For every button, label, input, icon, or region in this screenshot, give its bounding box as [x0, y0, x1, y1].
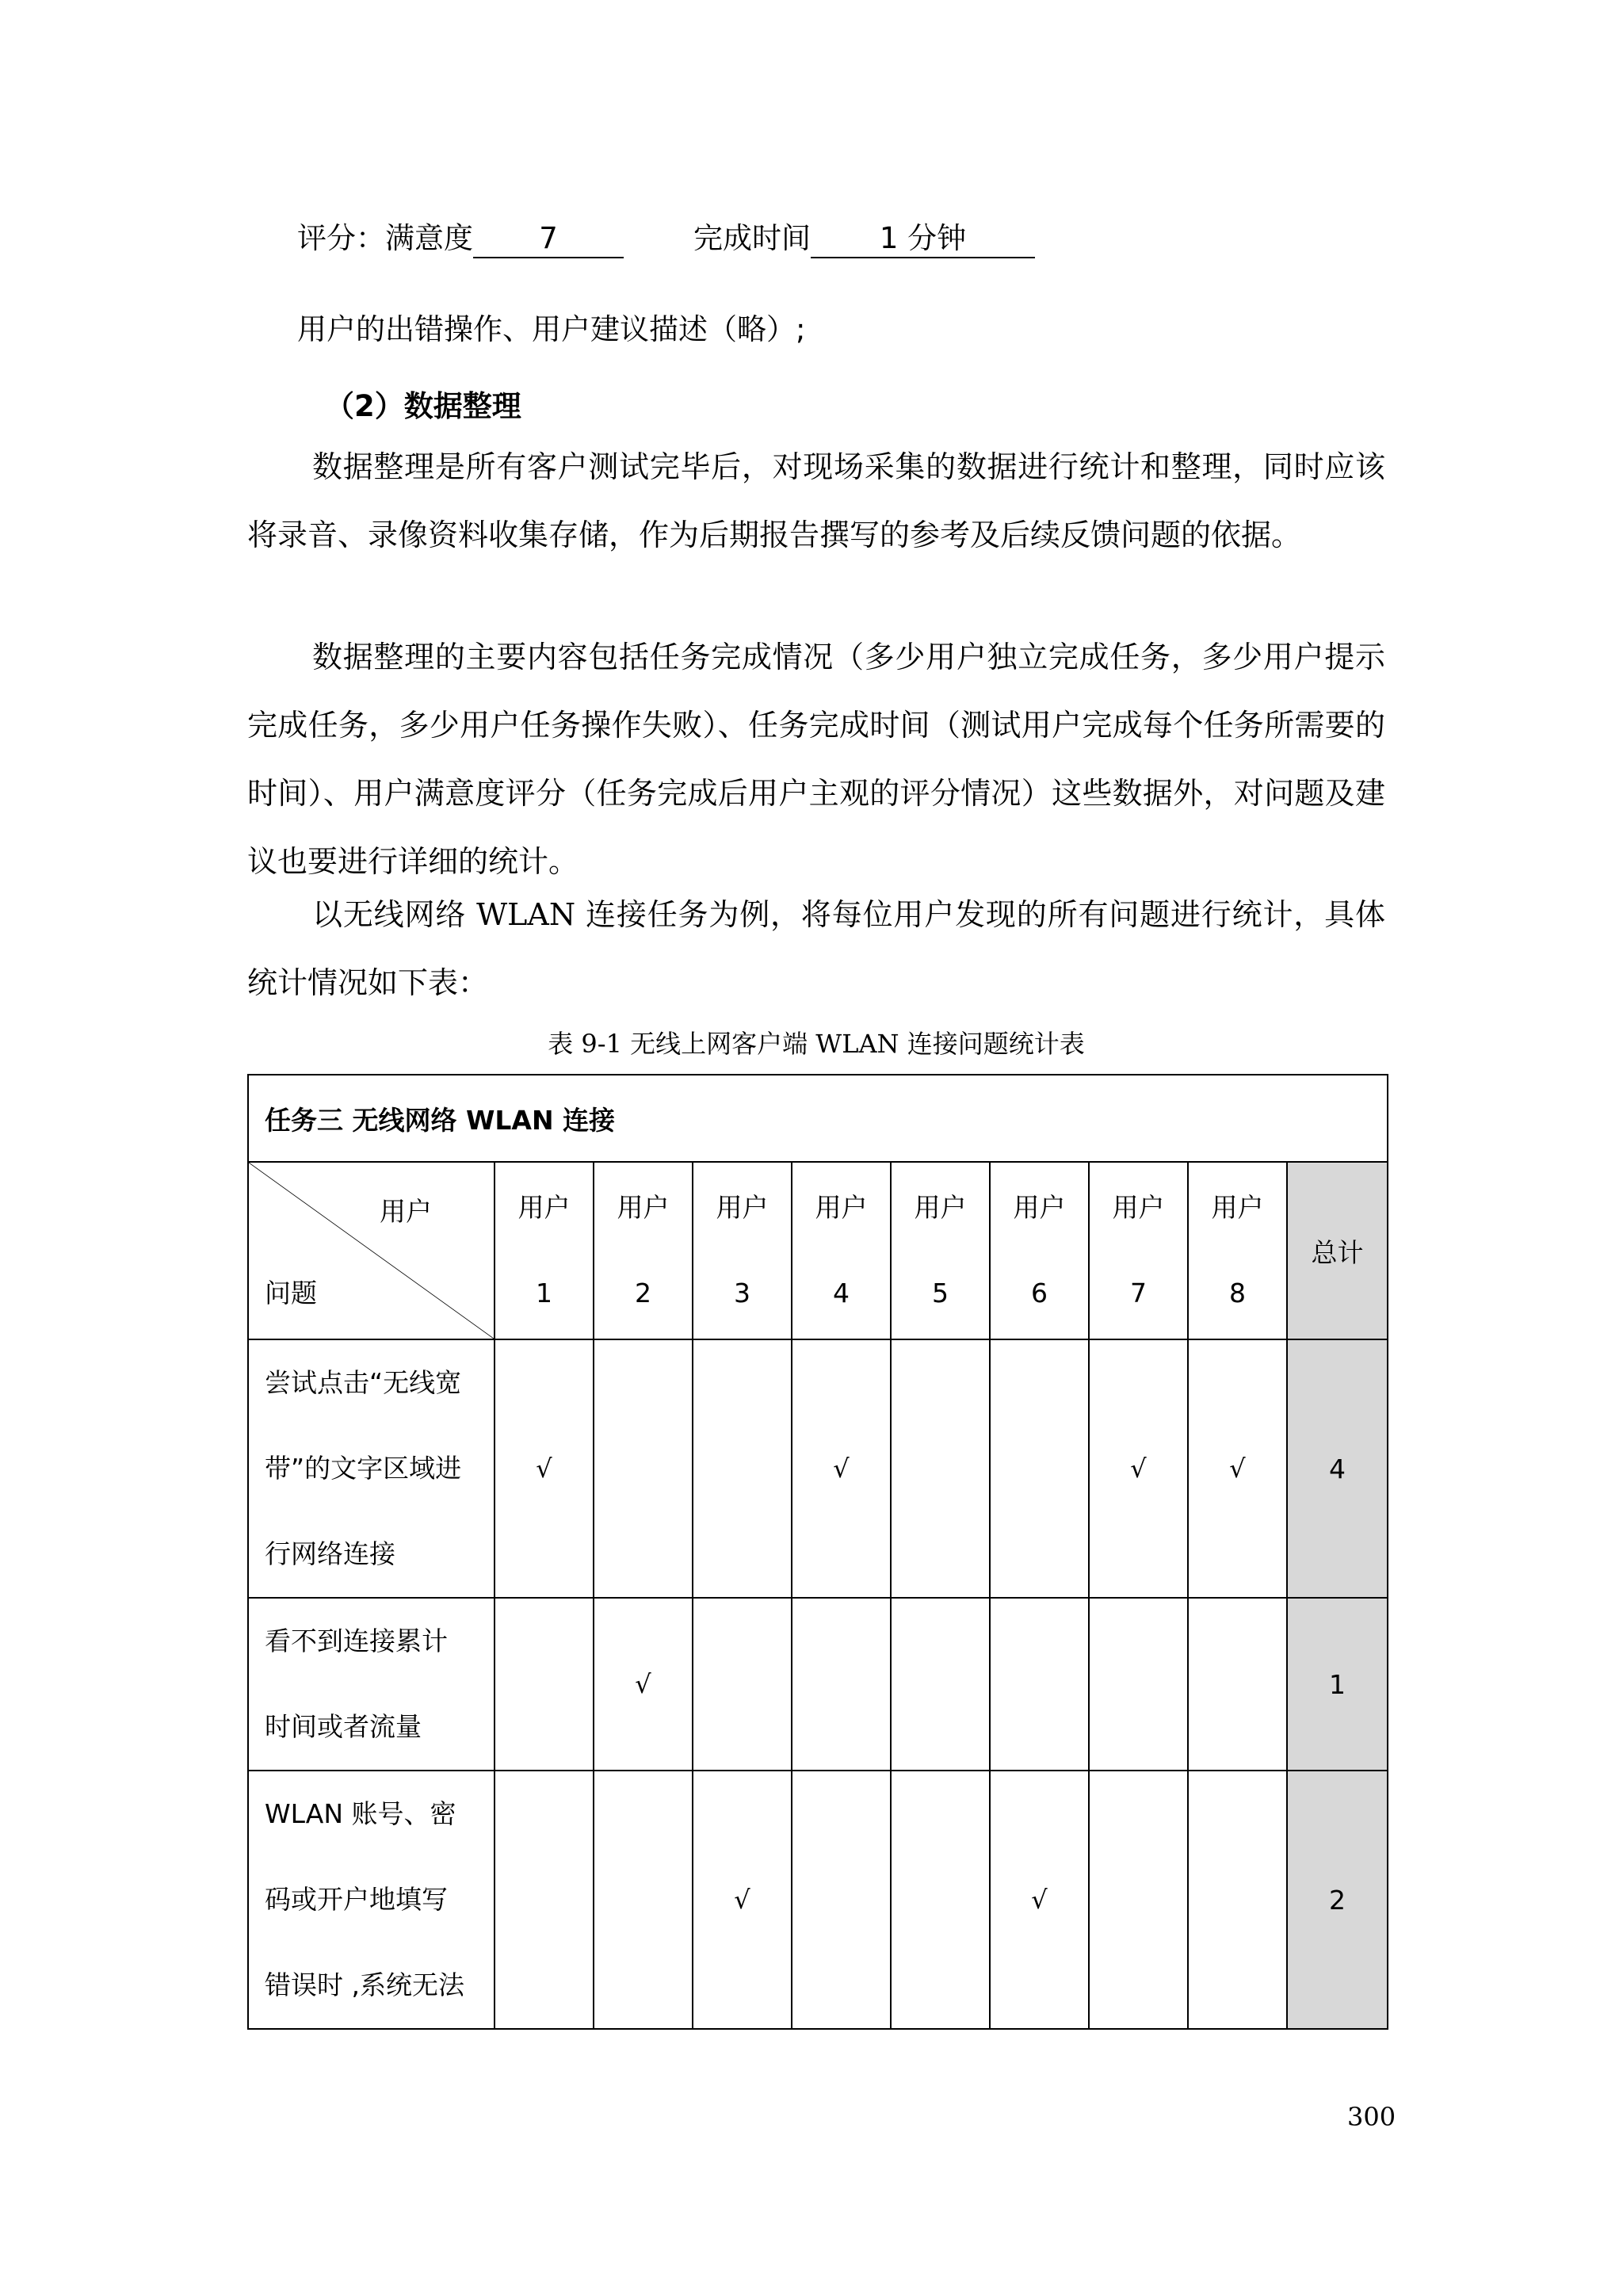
user-header-number: 5	[932, 1278, 949, 1308]
empty-cell	[891, 1598, 990, 1771]
satisfaction-value: 7	[473, 220, 624, 258]
empty-cell	[990, 1339, 1089, 1598]
total-column-header: 总计	[1287, 1162, 1388, 1339]
time-value: 1 分钟	[811, 220, 1035, 258]
issue-text-line: 错误时 ,系统无法	[265, 1969, 464, 2000]
empty-cell	[594, 1771, 693, 2029]
user-column-header	[792, 1162, 891, 1339]
check-mark-cell: √	[792, 1339, 891, 1598]
user-column-header	[594, 1162, 693, 1339]
time-label: 完成时间	[693, 221, 811, 255]
empty-cell	[792, 1771, 891, 2029]
user-header-label: 用户	[815, 1192, 868, 1223]
issue-text-line: 带”的文字区域进	[265, 1453, 462, 1484]
empty-cell	[990, 1598, 1089, 1771]
table-row	[248, 1339, 1388, 1598]
table-row	[248, 1771, 1388, 2029]
empty-cell	[693, 1598, 792, 1771]
empty-cell	[495, 1771, 594, 2029]
user-header-label: 用户	[1013, 1192, 1066, 1223]
user-header-number: 2	[635, 1278, 651, 1308]
user-header-label: 用户	[1211, 1192, 1264, 1223]
user-header-number: 6	[1031, 1278, 1048, 1308]
user-header-label: 用户	[914, 1192, 967, 1223]
diagonal-line	[249, 1163, 494, 1339]
empty-cell	[891, 1339, 990, 1598]
check-mark-cell: √	[594, 1598, 693, 1771]
user-column-header	[693, 1162, 792, 1339]
check-mark-cell: √	[1089, 1339, 1188, 1598]
user-header-number: 3	[734, 1278, 750, 1308]
empty-cell	[891, 1771, 990, 2029]
user-header-label: 用户	[1112, 1192, 1165, 1223]
issue-text-line: 尝试点击“无线宽	[265, 1367, 462, 1398]
paragraph-1: 数据整理是所有客户测试完毕后，对现场采集的数据进行统计和整理，同时应该将录音、录像资料收集存储，作为后期报告撰写的参考及后续反馈问题的依据。	[247, 449, 1385, 552]
user-header-number: 4	[833, 1278, 850, 1308]
check-mark-cell: √	[693, 1771, 792, 2029]
page-number: 300	[1347, 2102, 1396, 2132]
user-column-header	[891, 1162, 990, 1339]
empty-cell	[1188, 1771, 1287, 2029]
user-header-label: 用户	[716, 1192, 769, 1223]
paragraph-3: 以无线网络 WLAN 连接任务为例，将每位用户发现的所有问题进行统计，具体统计情况如下表：	[247, 897, 1385, 1000]
user-header-label: 用户	[617, 1192, 670, 1223]
issue-text-line: 行网络连接	[265, 1538, 395, 1569]
user-column-header	[495, 1162, 594, 1339]
issue-text-line: WLAN 账号、密	[265, 1798, 456, 1829]
check-mark-cell: √	[990, 1771, 1089, 2029]
issue-text-line: 时间或者流量	[265, 1711, 422, 1742]
row-total: 4	[1287, 1339, 1388, 1598]
empty-cell	[495, 1598, 594, 1771]
user-header-number: 1	[536, 1278, 552, 1308]
user-errors-note: 用户的出错操作、用户建议描述（略）;	[297, 312, 806, 346]
empty-cell	[1089, 1598, 1188, 1771]
issue-cell	[248, 1598, 495, 1771]
row-total: 2	[1287, 1771, 1388, 2029]
check-mark-cell: √	[495, 1339, 594, 1598]
diag-issue-label: 问题	[265, 1278, 317, 1308]
diag-user-label: 用户	[380, 1196, 432, 1227]
section-heading: （2）数据整理	[325, 389, 521, 423]
user-column-header	[1089, 1162, 1188, 1339]
issue-text-line: 看不到连接累计	[265, 1626, 448, 1656]
issue-text-line: 码或开户地填写	[265, 1884, 448, 1915]
row-total: 1	[1287, 1598, 1388, 1771]
user-header-label: 用户	[517, 1192, 571, 1223]
check-mark-cell: √	[1188, 1339, 1287, 1598]
user-column-header	[1188, 1162, 1287, 1339]
table-header-row	[248, 1162, 1388, 1339]
user-header-number: 8	[1229, 1278, 1246, 1308]
issue-cell	[248, 1771, 495, 2029]
empty-cell	[594, 1339, 693, 1598]
user-column-header	[990, 1162, 1089, 1339]
empty-cell	[792, 1598, 891, 1771]
empty-cell	[1089, 1771, 1188, 2029]
satisfaction-label: 评分：满意度	[297, 221, 473, 255]
score-line	[297, 214, 1035, 258]
issue-cell	[248, 1339, 495, 1598]
diagonal-header-cell	[248, 1162, 495, 1339]
table-row	[248, 1598, 1388, 1771]
user-header-number: 7	[1130, 1278, 1147, 1308]
paragraph-2: 数据整理的主要内容包括任务完成情况（多少用户独立完成任务，多少用户提示完成任务，多少用户任务操作失败）、任务完成时间（测试用户完成每个任务所需要的时间）、用户满意度评分（任务完成后用户主观的评分情况）这些数据外，对问题及建议也要进行详细的统计。	[247, 640, 1385, 879]
issue-stats-table	[247, 1074, 1388, 2030]
empty-cell	[693, 1339, 792, 1598]
table-caption: 表 9-1 无线上网客户端 WLAN 连接问题统计表	[548, 1029, 1085, 1059]
table-title: 任务三 无线网络 WLAN 连接	[248, 1075, 1388, 1162]
empty-cell	[1188, 1598, 1287, 1771]
